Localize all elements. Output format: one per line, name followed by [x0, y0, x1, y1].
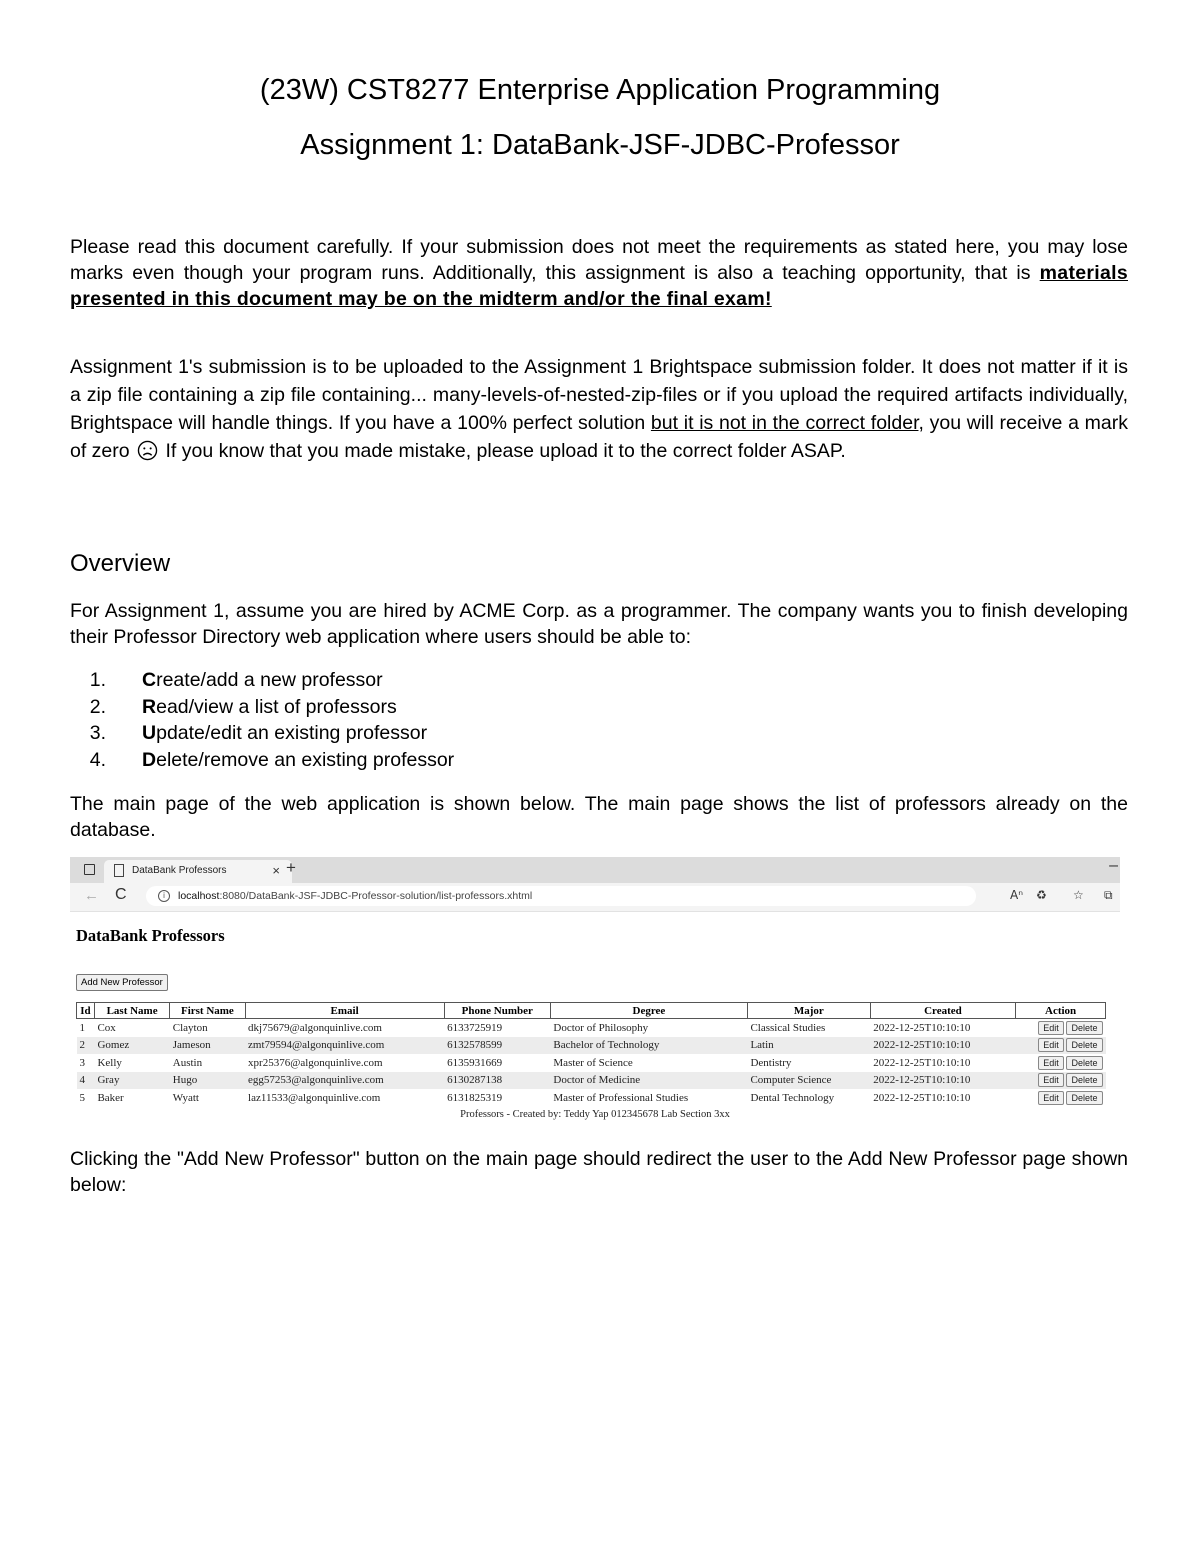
back-icon[interactable]: ←: [84, 887, 99, 904]
app-heading: DataBank Professors: [76, 926, 225, 945]
cell-id: 4: [77, 1072, 95, 1090]
column-header: Phone Number: [444, 1003, 550, 1019]
main-page-paragraph: The main page of the web application is shown below. The main page shows the list of professors already on the database.: [70, 793, 1128, 841]
column-header: First Name: [170, 1003, 245, 1019]
cell-major: Latin: [747, 1037, 870, 1055]
extensions-icon[interactable]: ♻: [1036, 888, 1047, 902]
delete-button[interactable]: Delete: [1066, 1056, 1102, 1070]
edit-button[interactable]: Edit: [1038, 1056, 1064, 1070]
column-header: Major: [747, 1003, 870, 1019]
cell-first-name: Clayton: [172, 1021, 208, 1034]
cell-id: 2: [77, 1037, 95, 1055]
table-row: [77, 1037, 1106, 1055]
cell-first-name: Austin: [172, 1056, 203, 1069]
cell-first-name: Hugo: [170, 1072, 245, 1090]
cell-phone: 6131825319: [447, 1091, 503, 1104]
cell-id: 5: [79, 1091, 85, 1104]
cell-created: 2022-12-25T10:10:10: [870, 1072, 1015, 1090]
cell-email: egg57253@algonquinlive.com: [245, 1072, 444, 1090]
info-icon[interactable]: i: [158, 890, 170, 902]
list-item: 1. Create/add a new professor: [89, 669, 383, 691]
course-title: (23W) CST8277 Enterprise Application Programming: [259, 74, 941, 106]
table-row: [77, 1089, 1106, 1107]
browser-tab-bar: [70, 857, 1120, 883]
cell-degree: Master of Science: [553, 1056, 633, 1069]
edit-button[interactable]: Edit: [1038, 1021, 1064, 1035]
cell-major: Classical Studies: [750, 1021, 826, 1034]
delete-button[interactable]: Delete: [1066, 1021, 1102, 1035]
cell-action: [1016, 1089, 1106, 1107]
app-screenshot: [70, 857, 1120, 1125]
column-header: Degree: [550, 1003, 747, 1019]
edit-button[interactable]: Edit: [1038, 1091, 1064, 1105]
submission-text-after: If you know that you made mistake, please upload it to the correct folder ASAP.: [160, 440, 846, 462]
sad-face-icon: [137, 440, 158, 461]
intro-paragraph: [70, 234, 1128, 312]
url-field[interactable]: [146, 886, 976, 906]
read-aloud-icon[interactable]: Aⁿ: [1010, 888, 1023, 902]
cell-last-name: Gray: [94, 1072, 169, 1090]
new-tab-icon[interactable]: +: [286, 858, 296, 877]
list-item: 3. Update/edit an existing professor: [89, 722, 428, 744]
cell-major: Dentistry: [750, 1056, 792, 1069]
column-header: Last Name: [94, 1003, 169, 1019]
cell-last-name: Baker: [97, 1091, 124, 1104]
submission-paragraph: [70, 353, 1128, 465]
cell-phone: 6132578599: [444, 1037, 550, 1055]
url-host: localhost: [178, 890, 220, 902]
favorites-icon[interactable]: ☆: [1073, 888, 1084, 902]
collections-icon[interactable]: ⧉: [1104, 888, 1113, 902]
wrong-folder-warning: but it is not in the correct folder: [650, 412, 919, 434]
cell-created: 2022-12-25T10:10:10: [870, 1037, 1015, 1055]
cell-degree: Master of Professional Studies: [553, 1091, 689, 1104]
column-header: Created: [870, 1003, 1015, 1019]
cell-degree: Doctor of Philosophy: [553, 1021, 649, 1034]
cell-last-name: Gomez: [94, 1037, 169, 1055]
delete-button[interactable]: Delete: [1066, 1091, 1102, 1105]
cell-phone: 6130287138: [444, 1072, 550, 1090]
tab-title: DataBank Professors: [132, 865, 227, 876]
cell-action: [1016, 1072, 1106, 1090]
professors-table: [76, 1002, 1106, 1107]
submission-text: Assignment 1's submission is to be uploaded to the Assignment 1 Brightspace submission folder. It does not matter if it is a zip file containing a zip file containing... many-levels-of-nested-zip-files or if you upload the required artifacts individually, Brightspace will handle things. If you have a 100% perfect solution: [70, 356, 1128, 434]
cell-email: xpr25376@algonquinlive.com: [248, 1056, 383, 1069]
cell-degree: Doctor of Medicine: [550, 1072, 747, 1090]
minimize-icon[interactable]: –: [1109, 857, 1118, 874]
address-bar: [70, 883, 1120, 912]
submission-text-middle: , you will receive a mark of zero: [70, 412, 1128, 462]
cell-major: Computer Science: [747, 1072, 870, 1090]
cell-action: [1016, 1054, 1106, 1072]
cell-last-name: Cox: [97, 1021, 116, 1034]
overview-heading: Overview: [70, 550, 171, 577]
cell-email: zmt79594@algonquinlive.com: [245, 1037, 444, 1055]
table-row: [77, 1054, 1106, 1072]
refresh-icon[interactable]: C: [115, 886, 127, 903]
cell-first-name: Jameson: [170, 1037, 245, 1055]
cell-created: 2022-12-25T10:10:10: [873, 1091, 971, 1104]
delete-button[interactable]: Delete: [1066, 1038, 1102, 1052]
table-row: [77, 1072, 1106, 1090]
cell-email: dkj75679@algonquinlive.com: [248, 1021, 382, 1034]
overview-intro: For Assignment 1, assume you are hired by ACME Corp. as a programmer. The company wants you to finish developing their Professor Directory web application where users should be able to:: [70, 600, 1128, 648]
column-header: Action: [1016, 1003, 1106, 1019]
column-header: Id: [77, 1003, 95, 1019]
add-professor-button[interactable]: Add New Professor: [76, 974, 168, 991]
cell-id: 1: [79, 1021, 85, 1034]
page-icon: [114, 864, 124, 877]
tab-actions-icon[interactable]: [84, 864, 95, 875]
app-footer: Professors - Created by: Teddy Yap 012345678 Lab Section 3xx: [460, 1109, 730, 1120]
edit-button[interactable]: Edit: [1038, 1073, 1064, 1087]
assignment-title: Assignment 1: DataBank-JSF-JDBC-Professor: [300, 129, 900, 161]
table-row: [77, 1019, 1106, 1037]
list-item: 2. Read/view a list of professors: [89, 695, 397, 718]
table-header-row: [77, 1003, 1106, 1019]
url-path: :8080/DataBank-JSF-JDBC-Professor-solution/list-professors.xhtml: [219, 890, 533, 902]
cell-created: 2022-12-25T10:10:10: [873, 1021, 971, 1034]
cell-phone: 6133725919: [447, 1021, 503, 1034]
cell-first-name: Wyatt: [172, 1091, 199, 1104]
edit-button[interactable]: Edit: [1038, 1038, 1064, 1052]
close-icon[interactable]: ×: [272, 863, 280, 878]
cell-degree: Bachelor of Technology: [550, 1037, 747, 1055]
delete-button[interactable]: Delete: [1066, 1073, 1102, 1087]
exam-warning: materials presented in this document may be on the midterm and/or the final exam!: [70, 262, 1128, 310]
cell-id: 3: [79, 1056, 85, 1069]
browser-tab[interactable]: [104, 860, 292, 883]
intro-text: Please read this document carefully. If your submission does not meet the requirements as stated here, you may lose marks even though your program runs. Additionally, this assignment is also a teaching opportunity, that is: [70, 236, 1128, 284]
cell-last-name: Kelly: [97, 1056, 122, 1069]
column-header: Email: [245, 1003, 444, 1019]
crud-list: [70, 667, 454, 773]
after-figure-paragraph: Clicking the "Add New Professor" button on the main page should redirect the user to the Add New Professor page shown below:: [70, 1148, 1128, 1196]
cell-major: Dental Technology: [750, 1091, 835, 1104]
cell-action: [1016, 1037, 1106, 1055]
cell-phone: 6135931669: [447, 1056, 503, 1069]
cell-action: [1016, 1019, 1106, 1037]
list-item: 4. Delete/remove an existing professor: [89, 748, 455, 771]
cell-created: 2022-12-25T10:10:10: [873, 1056, 971, 1069]
cell-email: laz11533@algonquinlive.com: [248, 1091, 381, 1104]
